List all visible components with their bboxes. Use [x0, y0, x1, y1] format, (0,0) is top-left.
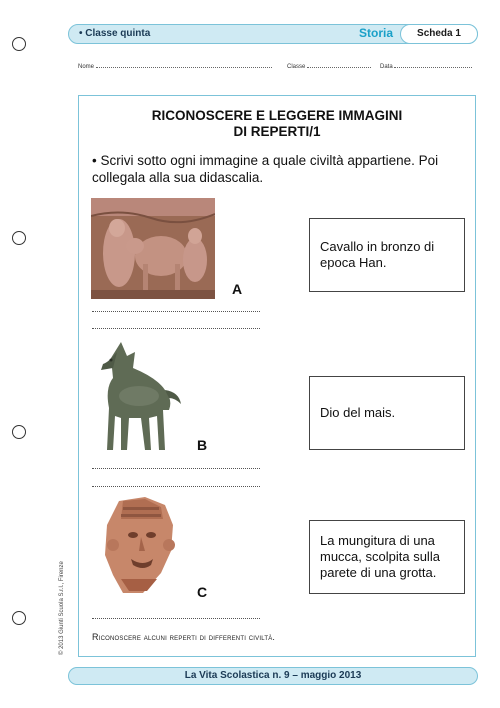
grotto-relief-image — [91, 198, 215, 299]
page-title — [78, 108, 476, 140]
sheet-badge: Scheda 1 — [400, 24, 478, 44]
answer-line-a1[interactable] — [92, 311, 260, 312]
caption-text-3: La mungitura di una mucca, scolpita sulla parete di una grotta. — [320, 533, 440, 580]
header-bar — [68, 24, 478, 44]
name-field[interactable] — [78, 64, 272, 70]
item-letter-a: A — [232, 281, 243, 297]
caption-text-1: Cavallo in bronzo di epoca Han. — [320, 239, 435, 270]
binder-hole — [12, 611, 26, 625]
subject-label: Storia — [358, 26, 393, 40]
caption-box-3[interactable] — [309, 520, 465, 594]
answer-line-c1[interactable] — [92, 618, 260, 619]
binder-hole — [12, 231, 26, 245]
item-letter-b: B — [197, 437, 208, 453]
title-line-1: RICONOSCERE E LEGGERE IMMAGINI — [151, 108, 403, 123]
answer-line-b1[interactable] — [92, 468, 260, 469]
class-line — [307, 67, 371, 68]
binder-hole — [12, 37, 26, 51]
class-label: Classe — [287, 64, 306, 70]
caption-text-2: Dio del mais. — [320, 405, 396, 420]
maize-god-image — [99, 495, 179, 597]
title-line-2: DI REPERTI/1 — [233, 124, 321, 139]
grade-label: • Classe quinta — [79, 28, 151, 39]
item-letter-c: C — [197, 584, 208, 600]
name-line — [96, 67, 272, 68]
learning-objective: Riconoscere alcuni reperti di differenti civiltà. — [92, 632, 276, 642]
name-label: Nome — [78, 64, 95, 70]
answer-line-a2[interactable] — [92, 328, 260, 329]
copyright-text: © 2013 Giunti Scuola S.r.l., Firenze — [59, 561, 65, 655]
date-label: Data — [380, 64, 393, 70]
bronze-horse-image — [99, 338, 183, 456]
caption-box-2[interactable] — [309, 376, 465, 450]
date-line — [394, 67, 472, 68]
instruction-text: • Scrivi sotto ogni immagine a quale civiltà appartiene. Poi collegala alla sua didascalia. — [92, 153, 439, 185]
answer-line-b2[interactable] — [92, 486, 260, 487]
caption-box-1[interactable] — [309, 218, 465, 292]
date-field[interactable] — [380, 64, 472, 70]
class-field[interactable] — [287, 64, 371, 70]
footer-text: La Vita Scolastica n. 9 – maggio 2013 — [184, 670, 362, 681]
binder-hole — [12, 425, 26, 439]
footer-bar — [68, 667, 478, 685]
